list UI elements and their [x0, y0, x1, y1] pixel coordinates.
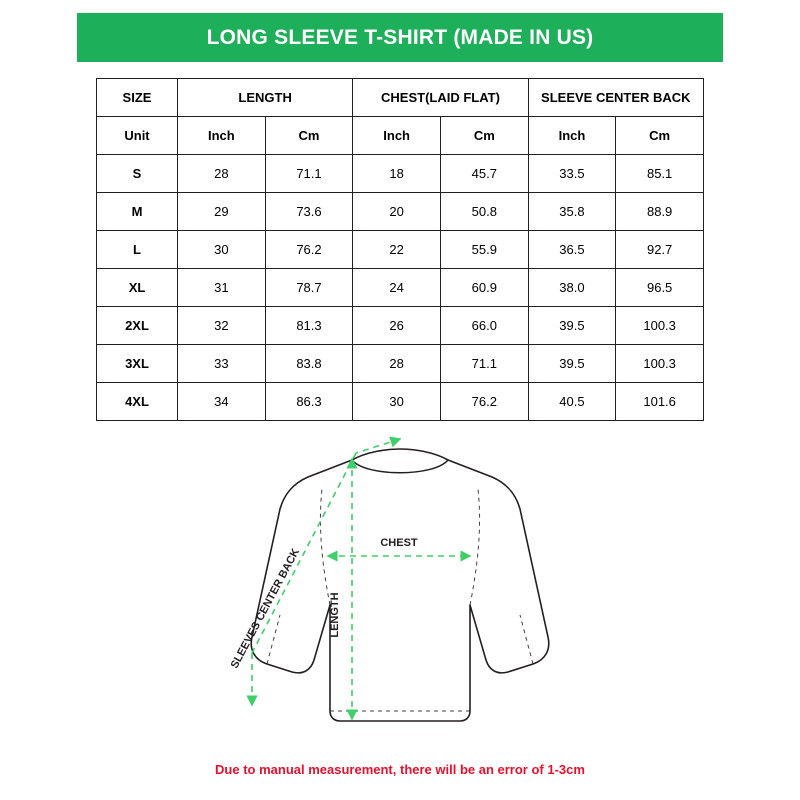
cell-length-inch: 28: [178, 155, 266, 193]
length-label: LENGTH: [329, 592, 341, 638]
unit-sleeve-cm: Cm: [616, 117, 704, 155]
cell-chest-inch: 24: [353, 269, 441, 307]
table-row: [97, 269, 704, 307]
cell-length-inch: 32: [178, 307, 266, 345]
shirt-diagram: [0, 415, 800, 745]
cell-size: 2XL: [97, 307, 178, 345]
cell-length-cm: 81.3: [265, 307, 353, 345]
shirt-outline: [251, 449, 549, 721]
shirt-seams: [267, 489, 533, 711]
cell-sleeve-cm: 88.9: [616, 193, 704, 231]
cell-length-inch: 34: [178, 383, 266, 421]
unit-sleeve-inch: Inch: [528, 117, 616, 155]
table-row: [97, 231, 704, 269]
unit-length-cm: Cm: [265, 117, 353, 155]
cell-chest-inch: 28: [353, 345, 441, 383]
cell-size: XL: [97, 269, 178, 307]
cell-sleeve-cm: 100.3: [616, 345, 704, 383]
cell-sleeve-cm: 92.7: [616, 231, 704, 269]
cell-sleeve-cm: 85.1: [616, 155, 704, 193]
cell-sleeve-inch: 36.5: [528, 231, 616, 269]
chest-label: CHEST: [380, 537, 418, 549]
cell-length-inch: 30: [178, 231, 266, 269]
table-row: [97, 193, 704, 231]
cell-sleeve-inch: 38.0: [528, 269, 616, 307]
group-header-chest: CHEST(LAID FLAT): [353, 79, 528, 117]
unit-label: Unit: [97, 117, 178, 155]
cell-chest-cm: 66.0: [440, 307, 528, 345]
cell-size: M: [97, 193, 178, 231]
table-unit-row: [97, 117, 704, 155]
cell-sleeve-cm: 101.6: [616, 383, 704, 421]
cell-chest-inch: 26: [353, 307, 441, 345]
size-table: [96, 78, 704, 421]
cell-length-inch: 29: [178, 193, 266, 231]
cell-length-cm: 76.2: [265, 231, 353, 269]
table-body: [97, 155, 704, 421]
page-title: LONG SLEEVE T-SHIRT (MADE IN US): [206, 25, 594, 49]
header-banner: [77, 13, 723, 62]
cell-sleeve-cm: 96.5: [616, 269, 704, 307]
cell-chest-inch: 20: [353, 193, 441, 231]
table-row: [97, 155, 704, 193]
table-group-header-row: [97, 79, 704, 117]
cell-chest-cm: 45.7: [440, 155, 528, 193]
table-row: [97, 307, 704, 345]
group-header-sleeve: SLEEVE CENTER BACK: [528, 79, 703, 117]
unit-chest-cm: Cm: [440, 117, 528, 155]
cell-sleeve-inch: 39.5: [528, 307, 616, 345]
cell-size: S: [97, 155, 178, 193]
cell-size: L: [97, 231, 178, 269]
cell-length-inch: 33: [178, 345, 266, 383]
cell-size: 3XL: [97, 345, 178, 383]
cell-chest-cm: 60.9: [440, 269, 528, 307]
cell-sleeve-inch: 33.5: [528, 155, 616, 193]
cell-sleeve-inch: 39.5: [528, 345, 616, 383]
unit-chest-inch: Inch: [353, 117, 441, 155]
cell-length-cm: 78.7: [265, 269, 353, 307]
table-head: [97, 79, 704, 155]
cell-chest-inch: 18: [353, 155, 441, 193]
cell-chest-cm: 55.9: [440, 231, 528, 269]
cell-chest-inch: 22: [353, 231, 441, 269]
sleeve-measure-arrow: [252, 439, 400, 705]
shirt-collar: [352, 460, 448, 473]
cell-chest-cm: 71.1: [440, 345, 528, 383]
cell-chest-cm: 50.8: [440, 193, 528, 231]
group-header-length: LENGTH: [178, 79, 353, 117]
cell-sleeve-inch: 35.8: [528, 193, 616, 231]
group-header-size: SIZE: [97, 79, 178, 117]
cell-chest-cm: 76.2: [440, 383, 528, 421]
cell-chest-inch: 30: [353, 383, 441, 421]
cell-length-cm: 71.1: [265, 155, 353, 193]
table-row: [97, 345, 704, 383]
cell-length-cm: 86.3: [265, 383, 353, 421]
cell-length-cm: 83.8: [265, 345, 353, 383]
unit-length-inch: Inch: [178, 117, 266, 155]
sleeve-label: SLEEVES CENTER BACK: [228, 546, 303, 671]
cell-length-inch: 31: [178, 269, 266, 307]
cell-sleeve-cm: 100.3: [616, 307, 704, 345]
cell-size: 4XL: [97, 383, 178, 421]
measurement-note: Due to manual measurement, there will be an error of 1-3cm: [215, 762, 585, 777]
cell-sleeve-inch: 40.5: [528, 383, 616, 421]
cell-length-cm: 73.6: [265, 193, 353, 231]
